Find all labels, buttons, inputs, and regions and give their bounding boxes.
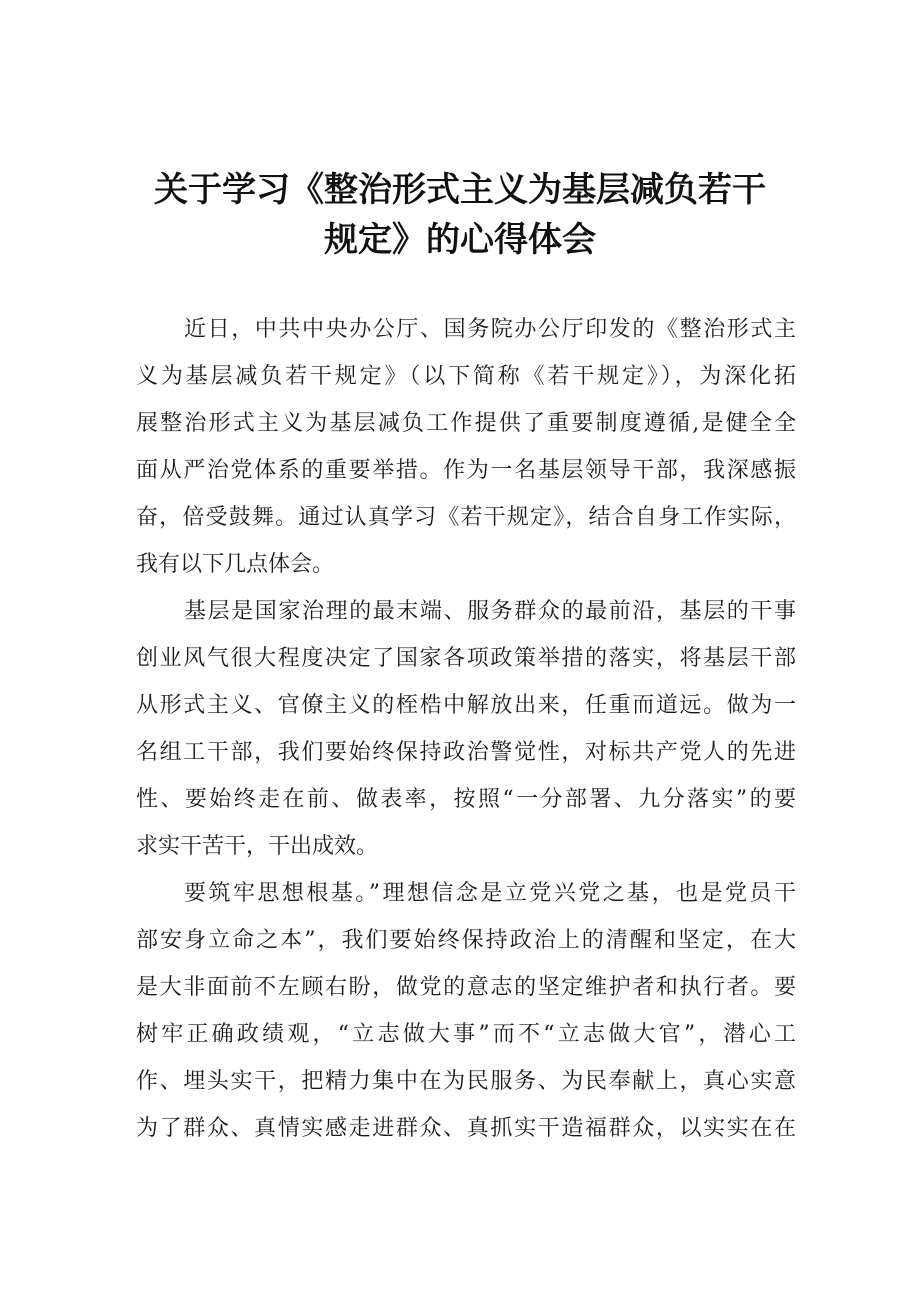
paragraph-1 bbox=[136, 306, 796, 588]
paragraph-line: 基层是国家治理的最末端、服务群众的最前沿，基层的干事 bbox=[184, 599, 796, 624]
paragraph-line: 是大非面前不左顾右盼，做党的意志的坚定维护者和执行者。要 bbox=[136, 975, 796, 1000]
paragraph-line: 近日，中共中央办公厅、国务院办公厅印发的《整治形式主 bbox=[184, 317, 796, 342]
paragraph-line: 我有以下几点体会。 bbox=[136, 552, 335, 577]
paragraph-line: 展整治形式主义为基层减负工作提供了重要制度遵循,是健全全 bbox=[136, 411, 796, 436]
paragraph-line: 性、要始终走在前、做表率，按照“一分部署、九分落实”的要 bbox=[136, 787, 796, 812]
title-line: 关于学习《整治形式主义为基层减负若干 bbox=[154, 170, 766, 210]
paragraph-line: 奋，倍受鼓舞。通过认真学习《若干规定》，结合自身工作实际， bbox=[136, 505, 796, 530]
paragraph-line: 要筑牢思想根基。”理想信念是立党兴党之基，也是党员干 bbox=[184, 881, 796, 906]
paragraph-line: 面从严治党体系的重要举措。作为一名基层领导干部，我深感振 bbox=[136, 458, 796, 483]
paragraph-line: 部安身立命之本”，我们要始终保持政治上的清醒和坚定，在大 bbox=[136, 928, 796, 953]
paragraph-3 bbox=[136, 870, 796, 1152]
document-title bbox=[120, 165, 800, 265]
paragraph-line: 作、埋头实干，把精力集中在为民服务、为民奉献上，真心实意 bbox=[136, 1069, 796, 1094]
paragraph-line: 树牢正确政绩观，“立志做大事”而不“立志做大官”，潜心工 bbox=[136, 1022, 796, 1047]
title-line: 规定》的心得体会 bbox=[324, 220, 596, 260]
paragraph-line: 义为基层减负若干规定》（以下简称《若干规定》），为深化拓 bbox=[136, 364, 796, 389]
paragraph-line: 名组工干部，我们要始终保持政治警觉性，对标共产党人的先进 bbox=[136, 740, 796, 765]
document-body bbox=[136, 306, 796, 1152]
paragraph-line: 为了群众、真情实感走进群众、真抓实干造福群众，以实实在在 bbox=[136, 1116, 796, 1141]
paragraph-2 bbox=[136, 588, 796, 870]
paragraph-line: 创业风气很大程度决定了国家各项政策举措的落实，将基层干部 bbox=[136, 646, 796, 671]
paragraph-line: 求实干苦干，干出成效。 bbox=[136, 834, 379, 859]
paragraph-line: 从形式主义、官僚主义的桎梏中解放出来，任重而道远。做为一 bbox=[136, 693, 796, 718]
